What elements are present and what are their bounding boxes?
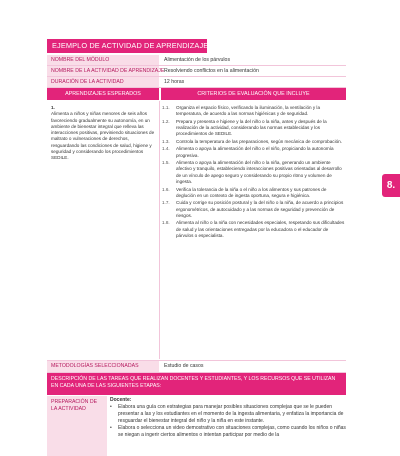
preparation-bullet [110,425,346,439]
criterion-text: Cuida y corrige su posición postural y la del niño o la niña, de acuerdo a principios ergonométricos, de autocuidado y a las normas de seguridad y prevención de riesgos. [176,200,344,218]
criterion-code: 1.5. [162,160,170,166]
learning-outcome-cell [47,101,159,359]
criterion-code: 1.2. [162,118,170,124]
criterion-code: 1.4. [162,146,170,152]
preparation-content [110,397,346,438]
criterion-item [162,220,345,239]
preparation-bullet [110,404,346,425]
criterion-item [162,119,345,138]
bullet-text: Elabora una guía con estrategias para manejar posibles situaciones complejas que se le pueden presentar a las y los estudiantes en el momento de la ingesta alimentaria, y enfatiza la importancia de resguardar el bienestar integral del niño y la niña en este instante. [118,403,344,424]
teacher-heading: Docente: [110,397,132,403]
learning-outcome-text: Alimenta a niños y niñas menores de seis años favoreciendo gradualmente su autonomía, en un ambiente de bienestar integral que relleva las interacciones positivas, previniendo situaciones de maltrato o vulneraciones de derechos, resguardando las condiciones de salud, higiene y seguridad y considerando los procedimientos SEDILE. [51,111,155,160]
activity-name-label: NOMBRE DE LA ACTIVIDAD DE APRENDIZAJE [47,66,159,76]
duration-label: DURACIÓN DE LA ACTIVIDAD [47,77,159,87]
criterion-text: Alimenta al niño o la niña con necesidades especiales, respetando sus dificultades de salud y las orientaciones entregadas por la educadora o el educador de párvulos o especialista. [176,220,345,238]
criteria-list [162,105,345,240]
duration-row [47,77,346,88]
chapter-tab[interactable]: 8. [382,174,400,197]
bullet-icon: • [110,424,112,431]
criterion-text: Organiza el espacio físico, verificando la iluminación, la ventilación y la temperatura, de acuerdo a las normas higiénicas y de seguridad. [176,105,321,117]
criterion-code: 1.8. [162,220,170,226]
criterion-code: 1.6. [162,186,170,192]
learning-outcome-number: 1. [51,105,55,110]
criterion-code: 1.7. [162,200,170,206]
methodology-value: Estudio de casos [164,363,204,369]
evaluation-criteria-header: CRITERIOS DE EVALUACIÓN QUE INCLUYE [161,88,346,100]
module-name-value: Alimentación de los párvulos [164,57,231,63]
criterion-text: Verifica la tolerancia de la niña o el niño a los alimentos y sus patrones de deglución en un contexto de ingesta oportuna, segura e higiénica. [176,186,327,198]
criterion-code: 1.3. [162,138,170,144]
criterion-text: Prepara y presenta e higiene y la del niño o la niña, antes y después de la realización de la actividad, considerando las normas establecidas y los procedimientos de SEDILE. [176,118,327,137]
criterion-item [162,139,345,145]
criterion-text: Controla la temperatura de las preparaciones, según mecánica de comprobación. [176,138,342,144]
criterion-item [162,187,345,200]
activity-name-row [47,66,346,77]
bullet-text: Elabora o selecciona un video demostrativo con situaciones complejas, como cuando los niños o niñas se niegan a ingerir ciertos alimentos o intentan participar por medio de la [118,424,346,438]
column-divider [159,101,160,359]
methodology-row [47,360,346,373]
activity-table [47,55,346,438]
outcomes-criteria-section [47,101,346,359]
preparation-label: PREPARACIÓN DE LA ACTIVIDAD [47,396,107,456]
module-name-row [47,55,346,66]
criterion-code: 1.1. [162,105,170,110]
criterion-item [162,200,345,219]
activity-name-value: Resolviendo conflictos en la alimentación [164,68,259,74]
criterion-item [162,146,345,159]
tasks-description-header: DESCRIPCIÓN DE LAS TAREAS QUE REALIZAN DOCENTES Y ESTUDIANTES, Y LOS RECURSOS QUE SE UTILIZAN EN CADA UNA DE LAS SIGUIENTES ETAPAS: [47,373,346,395]
criterion-item [162,160,345,185]
methodology-label: METODOLOGÍAS SELECCIONADAS [47,361,159,372]
module-name-label: NOMBRE DEL MÓDULO [47,55,159,65]
duration-value: 12 horas [164,79,185,85]
bullet-icon: • [110,403,112,410]
criterion-text: Alimenta o apoya la alimentación del niño o el niño, propiciando la autonomía progresiva. [176,146,334,158]
learning-outcomes-header: APRENDIZAJES ESPERADOS [47,88,159,100]
criterion-text: Alimenta o apoya la alimentación del niño o la niña, generando un ambiente afectivo y tranquilo, estableciendo interacciones positivas orientadas al desarrollo de un vínculo de apego seguro y considerando su propio ritmo y volumen de ingesta. [176,160,342,185]
activity-title: EJEMPLO DE ACTIVIDAD DE APRENDIZAJE [47,39,207,53]
criterion-item [162,105,345,118]
